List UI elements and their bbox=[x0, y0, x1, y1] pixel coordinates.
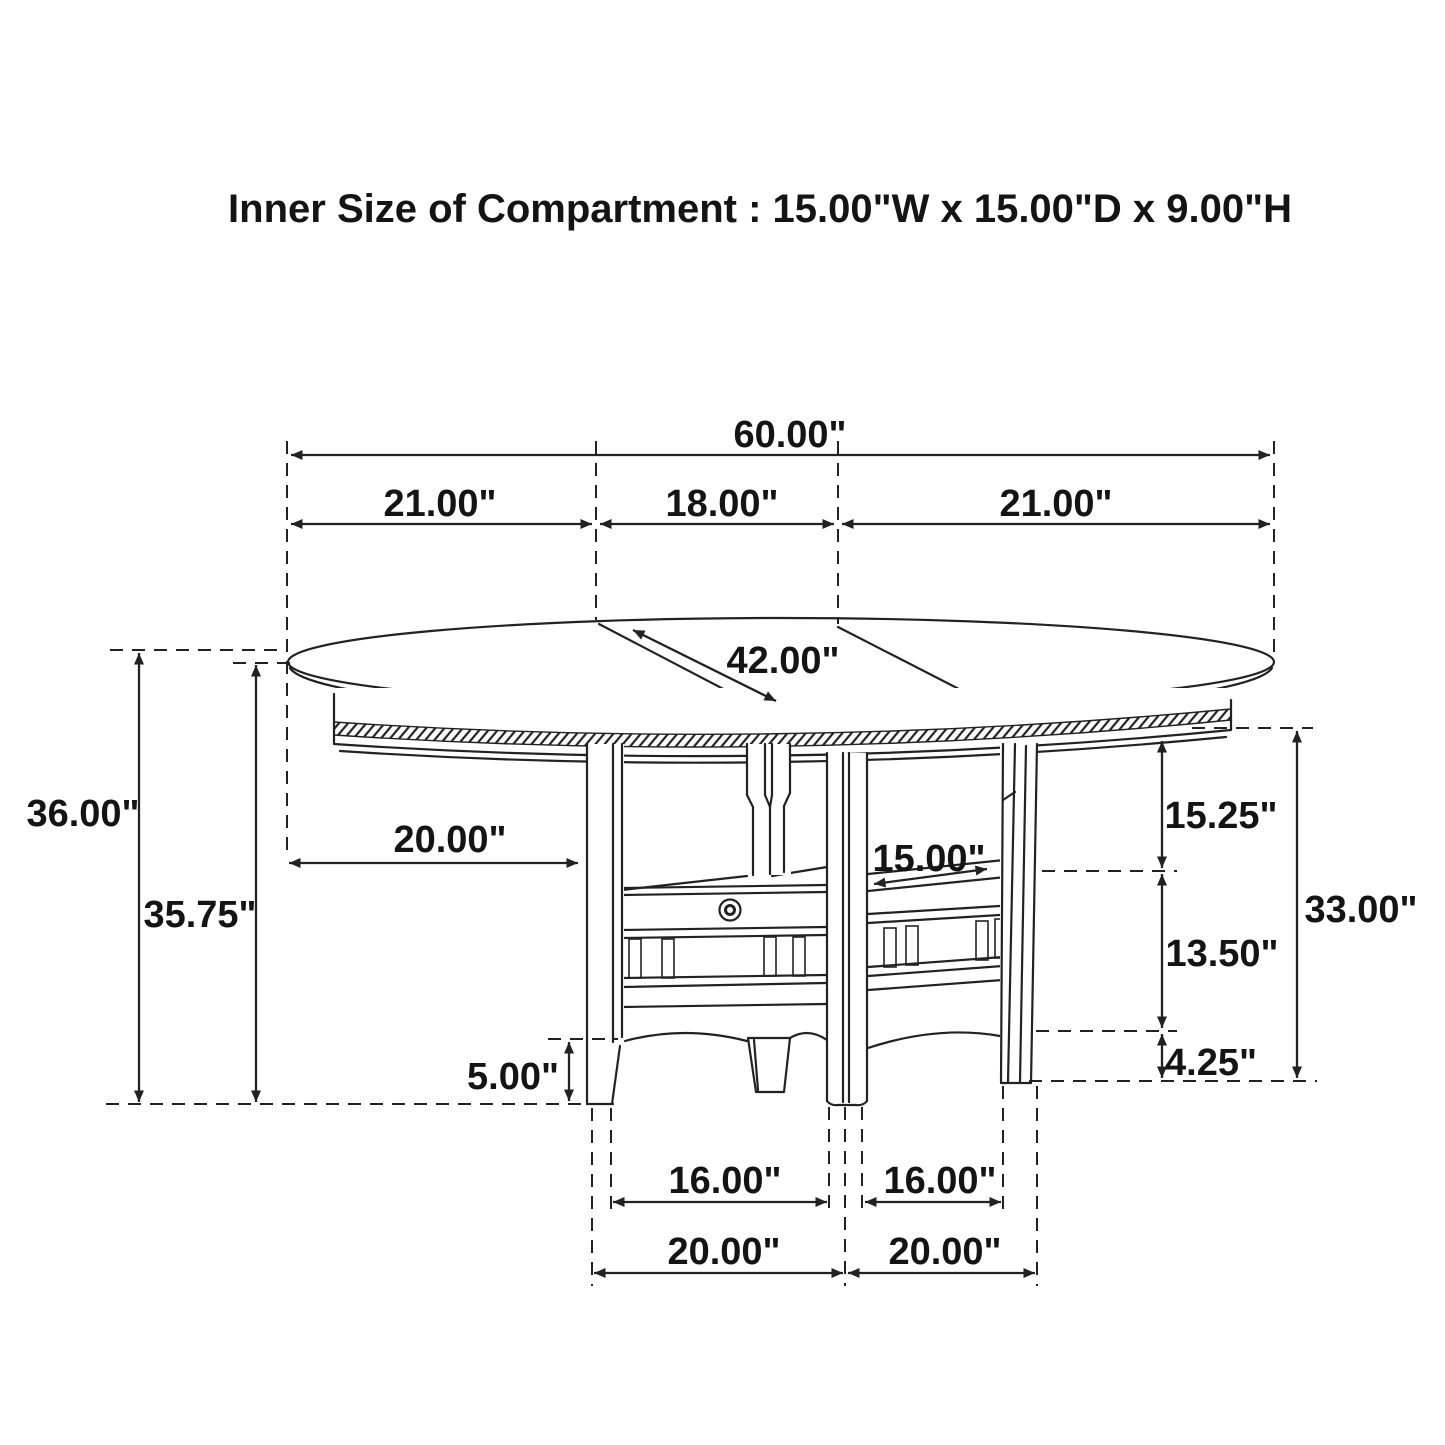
dim-left-section-label: 21.00" bbox=[383, 483, 497, 525]
dim-round-top-diameter-label: 42.00" bbox=[726, 640, 840, 682]
dim-outer-span-left-label: 20.00" bbox=[667, 1231, 781, 1273]
dim-right-section bbox=[842, 483, 1270, 525]
slat bbox=[884, 928, 896, 967]
slat bbox=[764, 937, 776, 976]
slat bbox=[793, 937, 805, 976]
dim-overall-height-label: 36.00" bbox=[26, 793, 140, 835]
dim-left-section bbox=[291, 483, 592, 525]
dim-total-width-label: 60.00" bbox=[733, 414, 847, 456]
dim-top-to-shelf bbox=[1162, 741, 1278, 868]
arched-apron-right bbox=[868, 1032, 1000, 1048]
dim-inner-span-left-label: 16.00" bbox=[668, 1160, 782, 1202]
drawer-knob-center bbox=[726, 906, 735, 915]
dim-outer-span-right-label: 20.00" bbox=[888, 1231, 1002, 1273]
dim-foot-height-label: 5.00" bbox=[467, 1056, 559, 1098]
left-leg bbox=[586, 744, 624, 1104]
dim-foot-height bbox=[467, 1042, 569, 1101]
slat bbox=[629, 939, 641, 978]
dim-total-width bbox=[291, 414, 1270, 456]
storage-compartment-left-face bbox=[622, 867, 827, 1041]
dim-inner-span-left bbox=[613, 1160, 827, 1202]
center-column bbox=[826, 753, 868, 1105]
dim-outer-span-left bbox=[594, 1231, 843, 1273]
dim-inner-span-right bbox=[865, 1160, 1001, 1202]
dim-height-to-underside-label: 35.75" bbox=[143, 894, 257, 936]
slat bbox=[976, 921, 988, 960]
dim-stretcher-to-floor bbox=[1162, 1034, 1257, 1084]
dim-inner-span-right-label: 16.00" bbox=[883, 1160, 997, 1202]
drawer-knob bbox=[720, 900, 741, 921]
dim-apron-to-floor bbox=[1297, 731, 1418, 1078]
diagram-title: Inner Size of Compartment : 15.00"W x 15.00"D x 9.00"H bbox=[228, 187, 1292, 231]
dim-shelf-to-stretcher bbox=[1162, 874, 1279, 1028]
right-leg bbox=[1000, 744, 1038, 1084]
dim-leaf-width bbox=[600, 483, 834, 525]
extension-lines-right bbox=[1029, 728, 1317, 1081]
arched-apron-left-inner bbox=[790, 1033, 827, 1040]
front-center-foot bbox=[748, 1038, 790, 1092]
dim-height-to-underside bbox=[143, 665, 256, 1102]
dim-top-overhang bbox=[289, 819, 578, 863]
slat bbox=[662, 939, 674, 978]
dim-right-section-label: 21.00" bbox=[999, 483, 1113, 525]
dim-top-to-shelf-label: 15.25" bbox=[1164, 795, 1278, 837]
dim-top-overhang-label: 20.00" bbox=[393, 819, 507, 861]
dim-leaf-width-label: 18.00" bbox=[665, 483, 779, 525]
dim-apron-to-floor-label: 33.00" bbox=[1304, 889, 1418, 931]
dim-stretcher-to-floor-label: 4.25" bbox=[1165, 1042, 1257, 1084]
dim-compartment-depth-label: 15.00" bbox=[872, 838, 986, 880]
dim-overall-height bbox=[26, 653, 139, 1102]
storage-compartment-right-face bbox=[868, 859, 1016, 1048]
front-support-post bbox=[746, 744, 791, 875]
dim-outer-span-right bbox=[848, 1231, 1035, 1273]
slat bbox=[906, 926, 918, 965]
arched-apron-left bbox=[625, 1033, 747, 1041]
dim-compartment-depth bbox=[872, 838, 987, 884]
dim-shelf-to-stretcher-label: 13.50" bbox=[1165, 933, 1279, 975]
